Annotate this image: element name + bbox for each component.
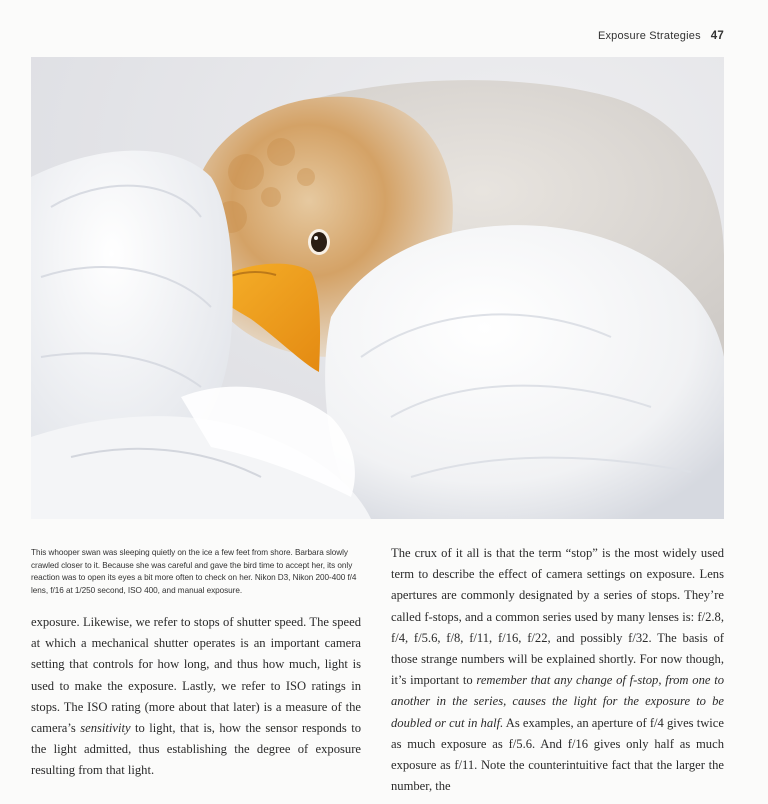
text-run: The crux of it all is that the term “stop” is the most widely used term to describe the effect of camera settings on exposure. Lens apertures are commonly designated by a series of stops. They’re called f-stops, and a common series used by many lenses is: f/2.8, f/4, f/5.6, f/8, f/11, f/16, f/22, and possibly f/32. The basis of those strange numbers will be explained shortly. For now though, it’s important to [391,546,724,688]
emphasis-text: remember that any change of f-stop, from one to another in the series, causes the light for the exposure to be doubled or cut in half. [391,673,724,730]
paragraph [31,612,361,782]
swan-photo [31,57,724,519]
photo-caption: This whooper swan was sleeping quietly on the ice a few feet from shore. Barbara slowly crawled closer to it. Because she was careful and gave the bird time to accept her, its only reaction was to open its eyes a bit more often to check on her. Nikon D3, Nikon 200-400 f/4 lens, f/16 at 1/250 second, ISO 400, and manual exposure. [31,548,357,595]
section-title: Exposure Strategies [597,30,701,42]
page-number: 47 [710,30,724,42]
text-run: exposure. Likewise, we refer to stops of shutter speed. The speed at which a mechanical shutter operates is an important camera setting that controls for how long, and thus how much, light is used to make the exposure. Lastly, we refer to ISO ratings in stops. The ISO rating (more about that later) is a measure of the camera’s [31,615,361,736]
running-head [598,30,724,42]
body-column-left [31,612,361,782]
text-run: to light, that is, how the sensor responds to the light admitted, thus establishing the degree of exposure resulting from that light. [31,721,361,778]
body-column-right [391,543,724,797]
swan-illustration [31,57,724,519]
text-run: As examples, an aperture of f/4 gives twice as much exposure as f/5.6. And f/16 gives only half as much exposure as f/11. Note the counterintuitive fact that the larger the number, the [391,715,724,794]
paragraph [391,543,724,797]
emphasis-text: sensitivity [80,721,131,736]
